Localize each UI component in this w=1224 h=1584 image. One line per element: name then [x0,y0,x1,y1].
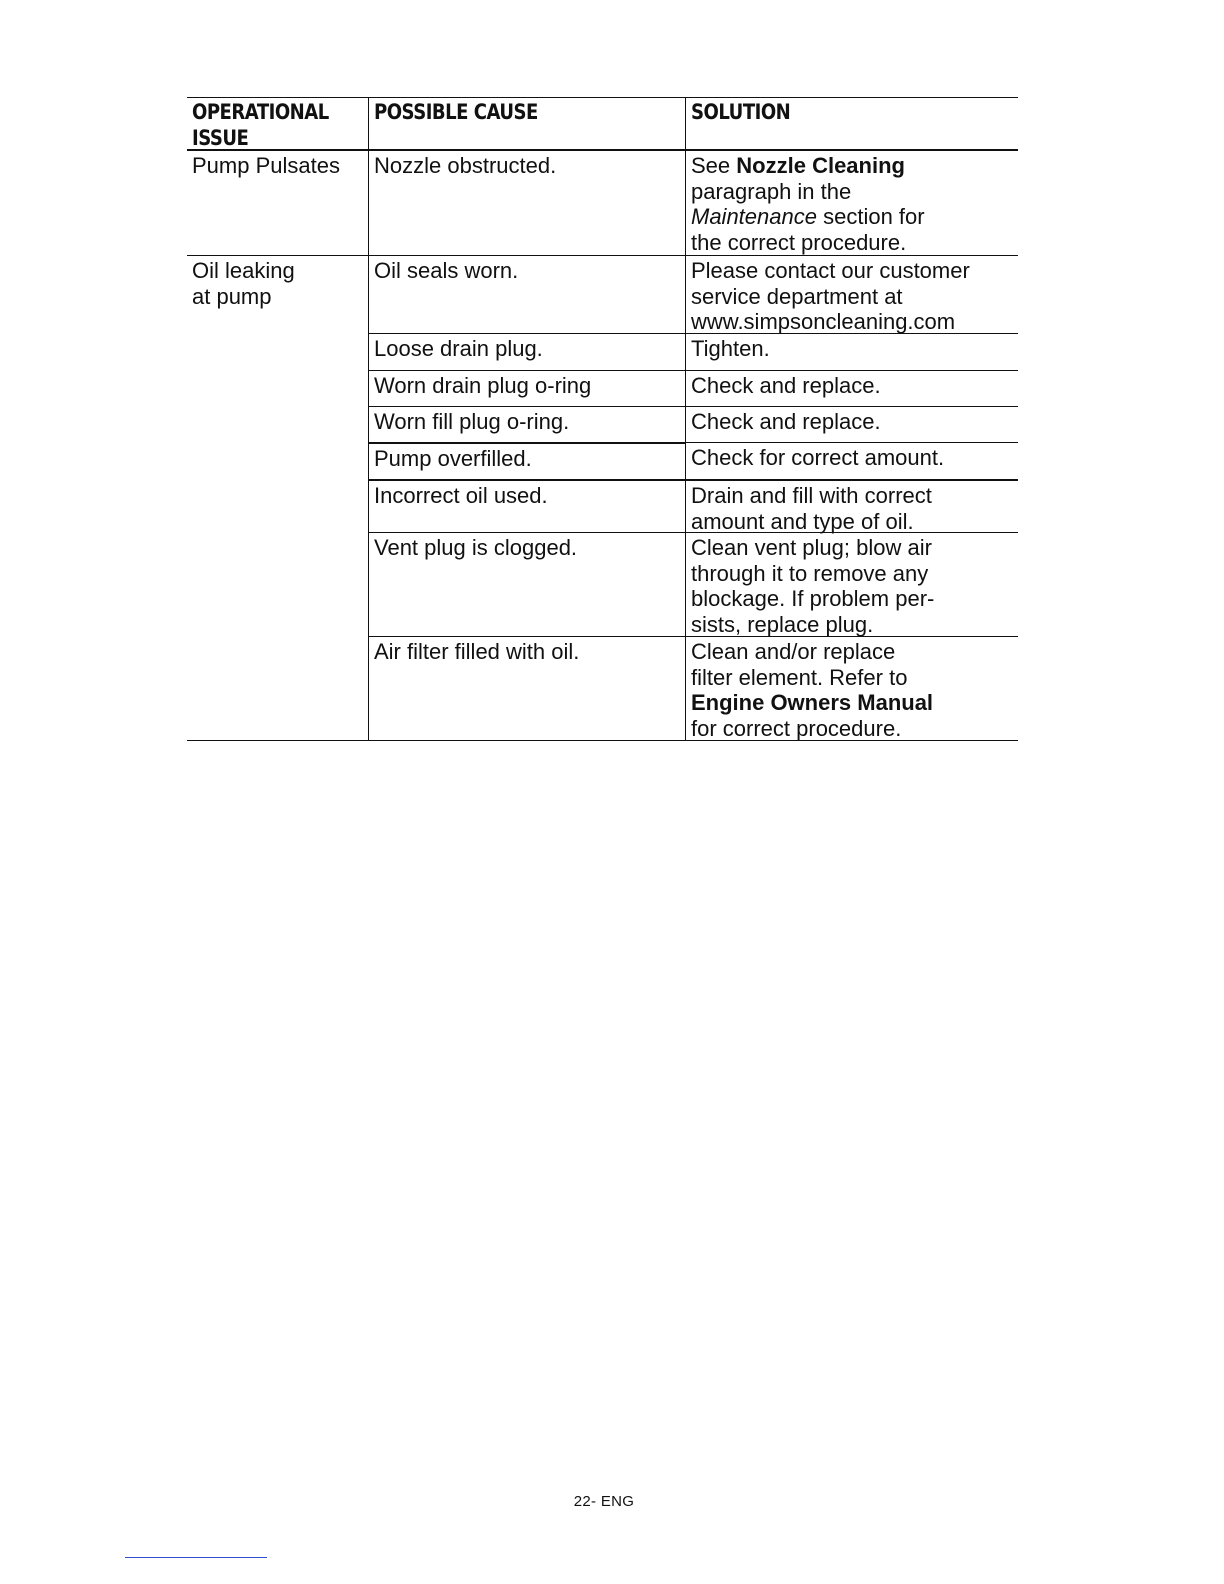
page-number: 22- ENG [573,1493,635,1510]
solution-cell: Please contact our customer service department at www.simpsoncleaning.com [685,255,1018,333]
troubleshooting-table [187,97,1018,741]
support-website-link: www.simpsoncleaning.com [691,309,956,335]
cause-cell: Oil seals worn. [368,255,685,333]
engine-owners-manual-reference: Engine Owners Manual [691,690,934,716]
cause-cell: Worn fill plug o-ring. [368,406,685,442]
cause-cell: Worn drain plug o-ring [368,370,685,406]
solution-cell: Drain and fill with correct amount and type of oil. [685,479,1018,532]
solution-cell: Check and replace. [685,406,1018,442]
issue-pump-pulsates: Pump Pulsates [192,153,340,178]
solution-cell: Tighten. [685,333,1018,370]
solution-cell: See Nozzle Cleaning paragraph in the Maintenance section for the correct procedure. [685,151,1018,255]
issue-oil-leaking: Oil leaking at pump [187,255,368,741]
cause-cell: Vent plug is clogged. [368,532,685,636]
footer-rule [125,1557,267,1558]
solution-cell: Check and replace. [685,370,1018,406]
cause-cell: Air filter filled with oil. [368,636,685,741]
solution-cell: Clean and/or replace filter element. Refer to Engine Owners Manual for correct procedure. [685,636,1018,741]
solution-cell: Clean vent plug; blow air through it to remove any blockage. If problem per- sists, replace plug. [685,532,1018,636]
nozzle-cleaning-reference: Nozzle Cleaning [736,153,905,178]
solution-cell: Check for correct amount. [685,442,1018,479]
header-possible-cause: POSSIBLE CAUSE [368,97,685,151]
cause-cell: Incorrect oil used. [368,479,685,532]
header-solution: SOLUTION [685,97,1018,151]
header-operational-issue [187,97,368,151]
cause-cell: Pump overfilled. [368,442,685,479]
cause-cell: Nozzle obstructed. [368,151,685,255]
header-issue-line2: ISSUE [192,126,249,150]
header-issue-line1: OPERATIONAL [192,100,329,124]
cause-cell: Loose drain plug. [368,333,685,370]
maintenance-reference: Maintenance [691,204,817,230]
